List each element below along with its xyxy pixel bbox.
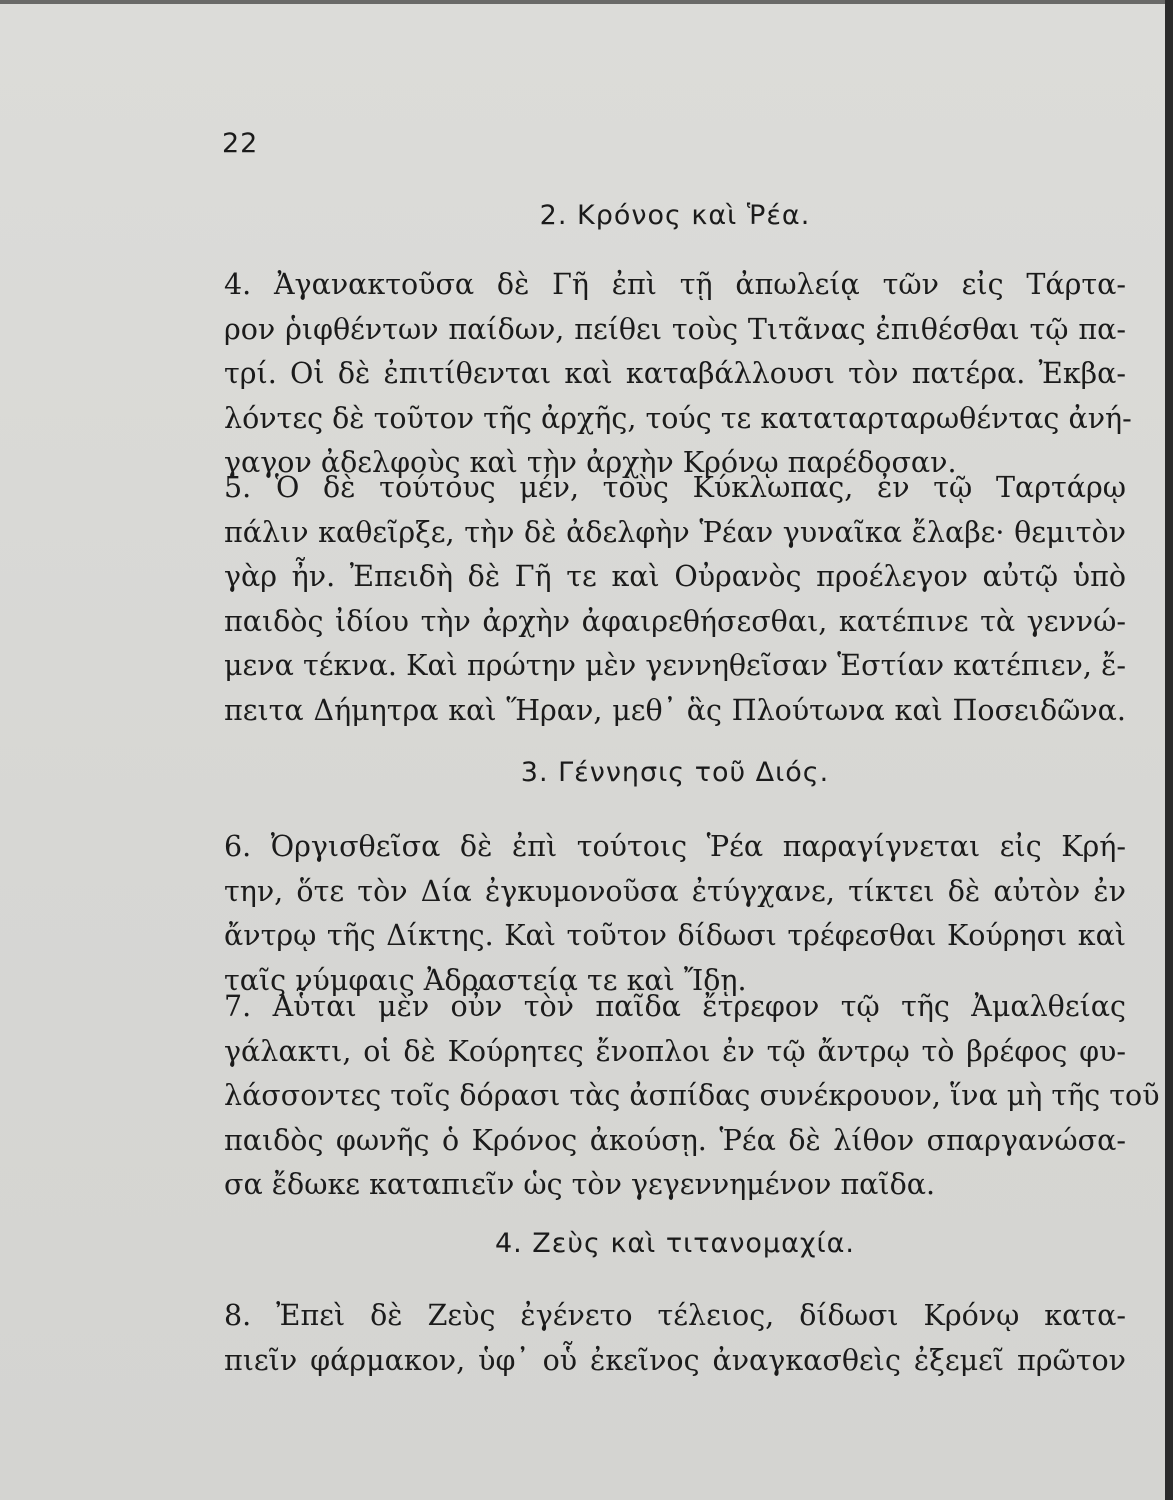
text-line: λάσσοντες τοῖς δόρασι τὰς ἀσπίδας συνέκρουον, ἵνα μὴ τῆς τοῦ [224,1079,1160,1112]
paragraph-8 [224,1294,1126,1383]
text-line: παιδὸς ἰδίου τὴν ἀρχὴν ἀφαιρεθήσεσθαι, κατέπινε τὰ γεννώ- [224,604,1126,638]
text-line: τρί. Οἱ δὲ ἐπιτίθενται καὶ καταβάλλουσι τὸν πατέρα. Ἐκβα- [224,357,1126,390]
text-line: 4. Ἀγανακτοῦσα δὲ Γῆ ἐπὶ τῇ ἀπωλείᾳ τῶν εἰς Τάρτα- [224,268,1126,301]
text-line: γὰρ ἦν. Ἐπειδὴ δὲ Γῆ τε καὶ Οὐρανὸς προέλεγον αὐτῷ ὑπὸ [224,560,1126,593]
text-line: 8. Ἐπεὶ δὲ Ζεὺς ἐγένετο τέλειος, δίδωσι Κρόνῳ κατα- [224,1299,1126,1332]
text-line: ἄντρῳ τῆς Δίκτης. Καὶ τοῦτον δίδωσι τρέφεσθαι Κούρησι καὶ [224,919,1126,952]
text-line: σα ἔδωκε καταπιεῖν ὡς τὸν γεγεννημένον παῖδα. [224,1168,936,1201]
section-heading-4: 4. Ζεὺς καὶ τιτανομαχία. [494,1228,856,1259]
page-number: 22 [222,128,259,159]
text-line: 7. Αὗται μὲν οὖν τὸν παῖδα ἔτρεφον τῷ τῆς Ἀμαλθείας [224,990,1126,1023]
text-line: ταῖς νύμφαις Ἀδραστείᾳ τε καὶ Ἴδῃ. [224,963,747,997]
text-line: παιδὸς φωνῆς ὁ Κρόνος ἀκούσῃ. Ῥέα δὲ λίθον σπαργανώσα- [224,1123,1126,1157]
text-line: ρον ῥιφθέντων παίδων, πείθει τοὺς Τιτᾶνας ἐπιθέσθαι τῷ πα- [224,312,1126,346]
text-line: γαγον ἀδελφοὺς καὶ τὴν ἀρχὴν Κρόνῳ παρέδοσαν. [224,446,957,479]
text-line: την, ὅτε τὸν Δία ἐγκυμονοῦσα ἐτύγχανε, τίκτει δὲ αὐτὸν ἐν [224,874,1126,908]
text-line: μενα τέκνα. Καὶ πρώτην μὲν γεννηθεῖσαν Ἑστίαν κατέπιεν, ἔ- [224,649,1126,682]
text-line: πάλιν καθεῖρξε, τὴν δὲ ἀδελφὴν Ῥέαν γυναῖκα ἔλαβε· θεμιτὸν [224,515,1126,549]
text-line: γάλακτι, οἱ δὲ Κούρητες ἔνοπλοι ἐν τῷ ἄντρῳ τὸ βρέφος φυ- [224,1034,1126,1068]
text-line: λόντες δὲ τοῦτον τῆς ἀρχῆς, τούς τε καταταρταρωθέντας ἀνή- [224,401,1132,435]
text-line: πειτα Δήμητρα καὶ Ἥραν, μεθ᾽ ἃς Πλούτωνα καὶ Ποσειδῶνα. [224,693,1126,727]
paragraph-7 [224,985,1160,1208]
text-line: πιεῖν φάρμακον, ὑφ᾽ οὗ ἐκεῖνος ἀναγκασθεὶς ἐξεμεῖ πρῶτον [224,1343,1126,1377]
text-line: 6. Ὀργισθεῖσα δὲ ἐπὶ τούτοις Ῥέα παραγίγνεται εἰς Κρή- [224,830,1126,863]
paragraph-5 [224,466,1126,733]
section-heading-2: 2. Κρόνος καὶ Ῥέα. [539,200,811,231]
section-heading-3: 3. Γέννησις τοῦ Διός. [520,757,830,788]
page-top-edge [0,0,1173,4]
paragraph-4 [224,263,1132,486]
text-line: 5. Ὁ δὲ τούτους μέν, τοὺς Κύκλωπας, ἐν τῷ Ταρτάρῳ [224,471,1126,504]
page-right-edge [1165,0,1173,1500]
paragraph-6 [224,825,1126,1003]
